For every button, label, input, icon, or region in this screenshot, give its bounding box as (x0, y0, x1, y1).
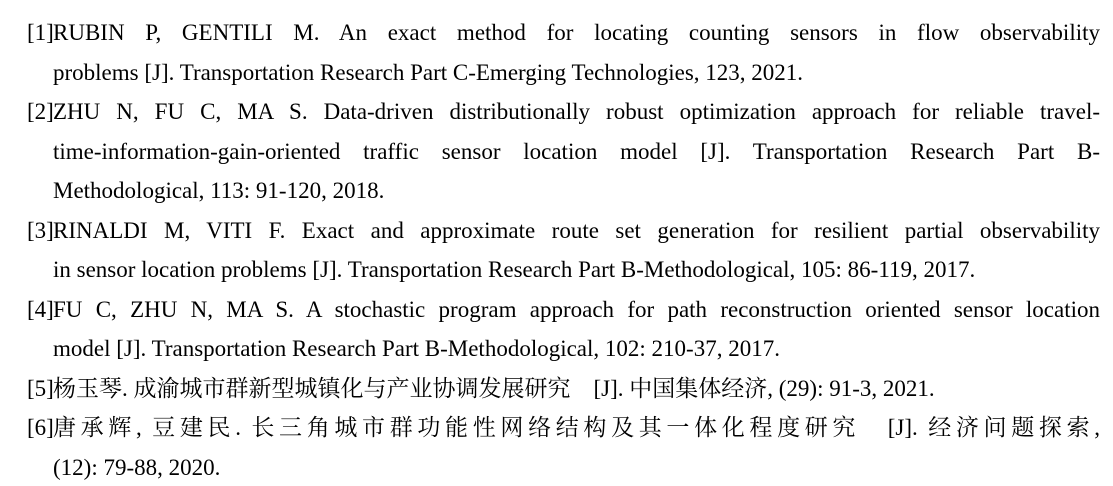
reference-number: [5] (27, 375, 54, 401)
reference-number: [4] (27, 296, 54, 322)
reference-number: [2] (27, 99, 54, 124)
reference-number: [1] (27, 20, 54, 45)
reference-line: in sensor location problems [J]. Transportation Research Part B-Methodological, 105: 86-119, 2017. (53, 257, 976, 282)
reference-line: 唐承辉, 豆建民. 长三角城市群功能性网络结构及其一体化程度研究 [J]. 经济问题探索, (53, 415, 1100, 440)
reference-entry-3 (27, 211, 1100, 290)
reference-line: ZHU N, FU C, MA S. Data-driven distributionally robust optimization approach for reliable travel- (53, 99, 1100, 124)
reference-line: Methodological, 113: 91-120, 2018. (53, 178, 385, 203)
reference-line: (12): 79-88, 2020. (53, 454, 221, 480)
reference-line: problems [J]. Transportation Research Part C-Emerging Technologies, 123, 2021. (53, 59, 804, 85)
reference-line: RINALDI M, VITI F. Exact and approximate route set generation for resilient partial observability (53, 217, 1100, 243)
reference-line: RUBIN P, GENTILI M. An exact method for locating counting sensors in flow observability (53, 20, 1100, 45)
reference-line: time-information-gain-oriented traffic sensor location model [J]. Transportation Research Part B- (53, 138, 1100, 164)
reference-line: model [J]. Transportation Research Part B-Methodological, 102: 210-37, 2017. (53, 336, 780, 361)
reference-list (27, 13, 1100, 486)
reference-entry-5 (27, 369, 1100, 409)
reference-entry-4 (27, 290, 1100, 369)
reference-entry-6 (27, 408, 1100, 486)
reference-entry-2 (27, 92, 1100, 211)
reference-number: [3] (27, 217, 54, 243)
reference-number: [6] (27, 415, 54, 440)
reference-line: FU C, ZHU N, MA S. A stochastic program approach for path reconstruction oriented sensor location (53, 296, 1100, 322)
reference-entry-1 (27, 13, 1100, 92)
reference-line: 杨玉琴. 成渝城市群新型城镇化与产业协调发展研究 [J]. 中国集体经济, (29): 91-3, 2021. (53, 375, 935, 401)
